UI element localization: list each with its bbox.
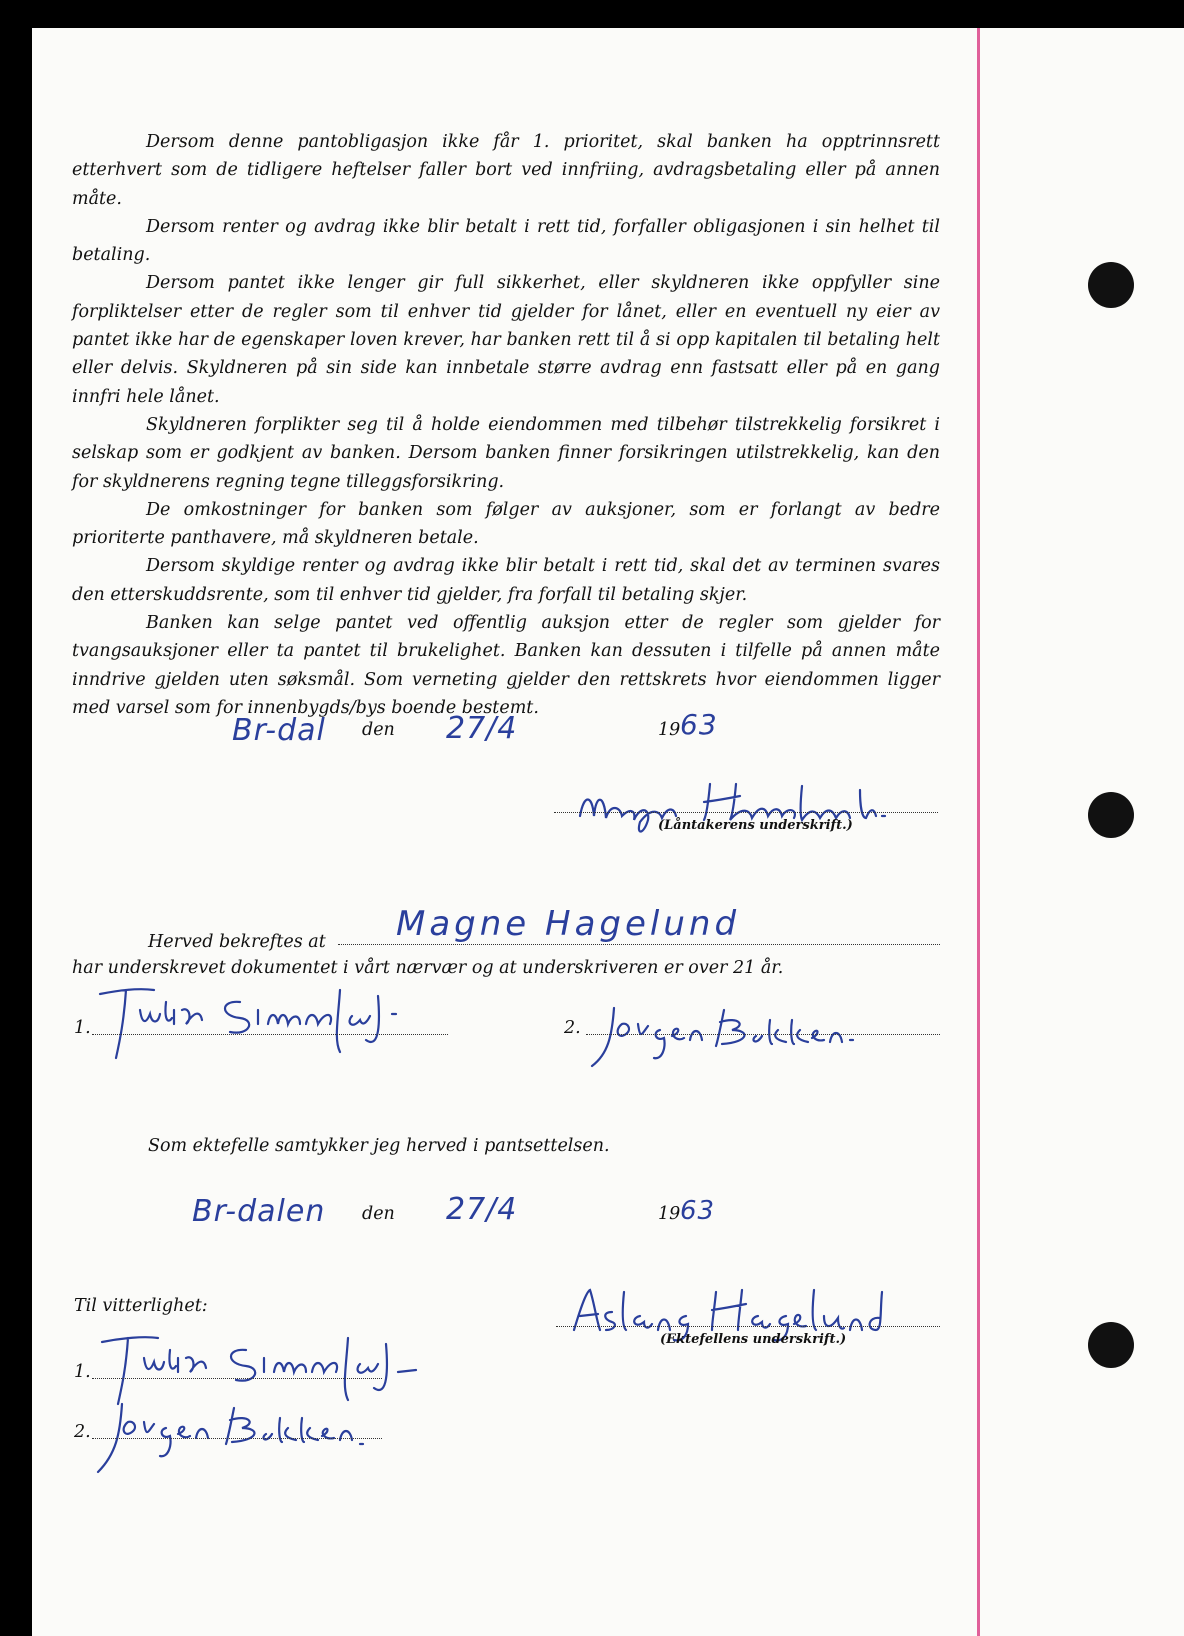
spouse-year: 63 <box>680 1196 716 1226</box>
witness-label: Til vitterlighet: <box>74 1296 208 1316</box>
witness2-number: 2. <box>564 1018 581 1038</box>
witness1-line <box>92 1034 448 1035</box>
spouse-den-label: den <box>362 1204 395 1224</box>
spouse-date: 27/4 <box>446 1192 518 1227</box>
margin-line <box>977 28 980 1636</box>
borrower-place: Br-dal <box>232 713 326 748</box>
borrower-year-prefix: 19 <box>658 720 681 740</box>
borrower-den-label: den <box>362 720 395 740</box>
confirmation-witness2-signature <box>586 1000 886 1070</box>
borrower-date: 27/4 <box>446 711 518 746</box>
paragraph-insurance: Skyldneren forplikter seg til å holde eiendommen med tilbehør tilstrekkelig forsikret i selskap som er godkjent av banken. Dersom banken finner forsikringen utilstrekkelig, kan den for skyldnerens regning tegne tilleggsforsikring. <box>72 414 940 492</box>
spouse-witness1-signature <box>92 1326 442 1406</box>
confirmation-statement: har underskrevet dokumentet i vårt nærvær og at underskriveren er over 21 år. <box>72 958 784 978</box>
spouse-witness2-number: 2. <box>74 1422 91 1442</box>
spouse-witness2-line <box>92 1438 382 1439</box>
punch-hole-top <box>1088 262 1134 308</box>
terms-text <box>72 128 940 722</box>
witness2-line <box>586 1034 940 1035</box>
spouse-place: Br-dalen <box>192 1194 326 1229</box>
spouse-witness2-signature <box>82 1396 372 1476</box>
spouse-signature-caption: (Ektefellens underskrift.) <box>660 1332 847 1347</box>
paragraph-costs: De omkostninger for banken som følger av auksjoner, som er forlangt av bedre prioriterte panthavere, må skyldneren betale. <box>72 499 940 549</box>
paragraph-security: Dersom pantet ikke lenger gir full sikkerhet, eller skyldneren ikke oppfyller sine forpliktelser etter de regler som til enhver tid gjelder for lånet, eller en eventuell ny eier av pantet ikke har de egenskaper loven krever, har banken rett til å si opp kapitalen til betaling helt eller delvis. Skyldneren på sin side kan innbetale større avdrag enn fastsatt eller på en gang innfri hele lånet. <box>72 273 940 407</box>
borrower-year: 63 <box>680 708 718 741</box>
paragraph-auction: Banken kan selge pantet ved offentlig auksjon etter de regler som gjelder for tvangsauksjoner eller ta pantet til brukelighet. Banken kan dessuten i tilfelle på annen måte inndrive gjelden uten søksmål. Som verneting gjelder den rettskrets hvor eiendommen ligger med varsel som for innenbygds/bys boende bestemt. <box>72 613 940 718</box>
paragraph-default: Dersom renter og avdrag ikke blir betalt i rett tid, forfaller obligasjonen i sin helhet til betaling. <box>72 216 940 266</box>
spouse-signature-line <box>556 1326 940 1327</box>
spouse-witness1-line <box>92 1378 382 1379</box>
punch-hole-middle <box>1088 792 1134 838</box>
paragraph-late-interest: Dersom skyldige renter og avdrag ikke blir betalt i rett tid, skal det av terminen svares den etterskuddsrente, som til enhver tid gjelder, fra forfall til betaling skjer. <box>72 556 940 605</box>
confirmation-witness1-signature <box>90 980 430 1062</box>
borrower-signature-line <box>554 812 938 813</box>
borrower-signature-caption: (Låntakerens underskrift.) <box>658 818 853 833</box>
punch-hole-bottom <box>1088 1322 1134 1368</box>
spouse-year-prefix: 19 <box>658 1204 681 1224</box>
confirmation-name-line <box>338 944 940 945</box>
witness1-number: 1. <box>74 1018 91 1038</box>
spouse-witness1-number: 1. <box>74 1362 91 1382</box>
confirmation-name: Magne Hagelund <box>396 904 741 944</box>
paragraph-priority: Dersom denne pantobligasjon ikke får 1. prioritet, skal banken ha opptrinnsrett etterhvert som de tidligere heftelser faller bort ved innfriing, avdragsbetaling eller på annen måte. <box>72 132 940 209</box>
spouse-consent-text: Som ektefelle samtykker jeg herved i pantsettelsen. <box>148 1136 610 1156</box>
confirmation-label: Herved bekreftes at <box>148 932 326 952</box>
